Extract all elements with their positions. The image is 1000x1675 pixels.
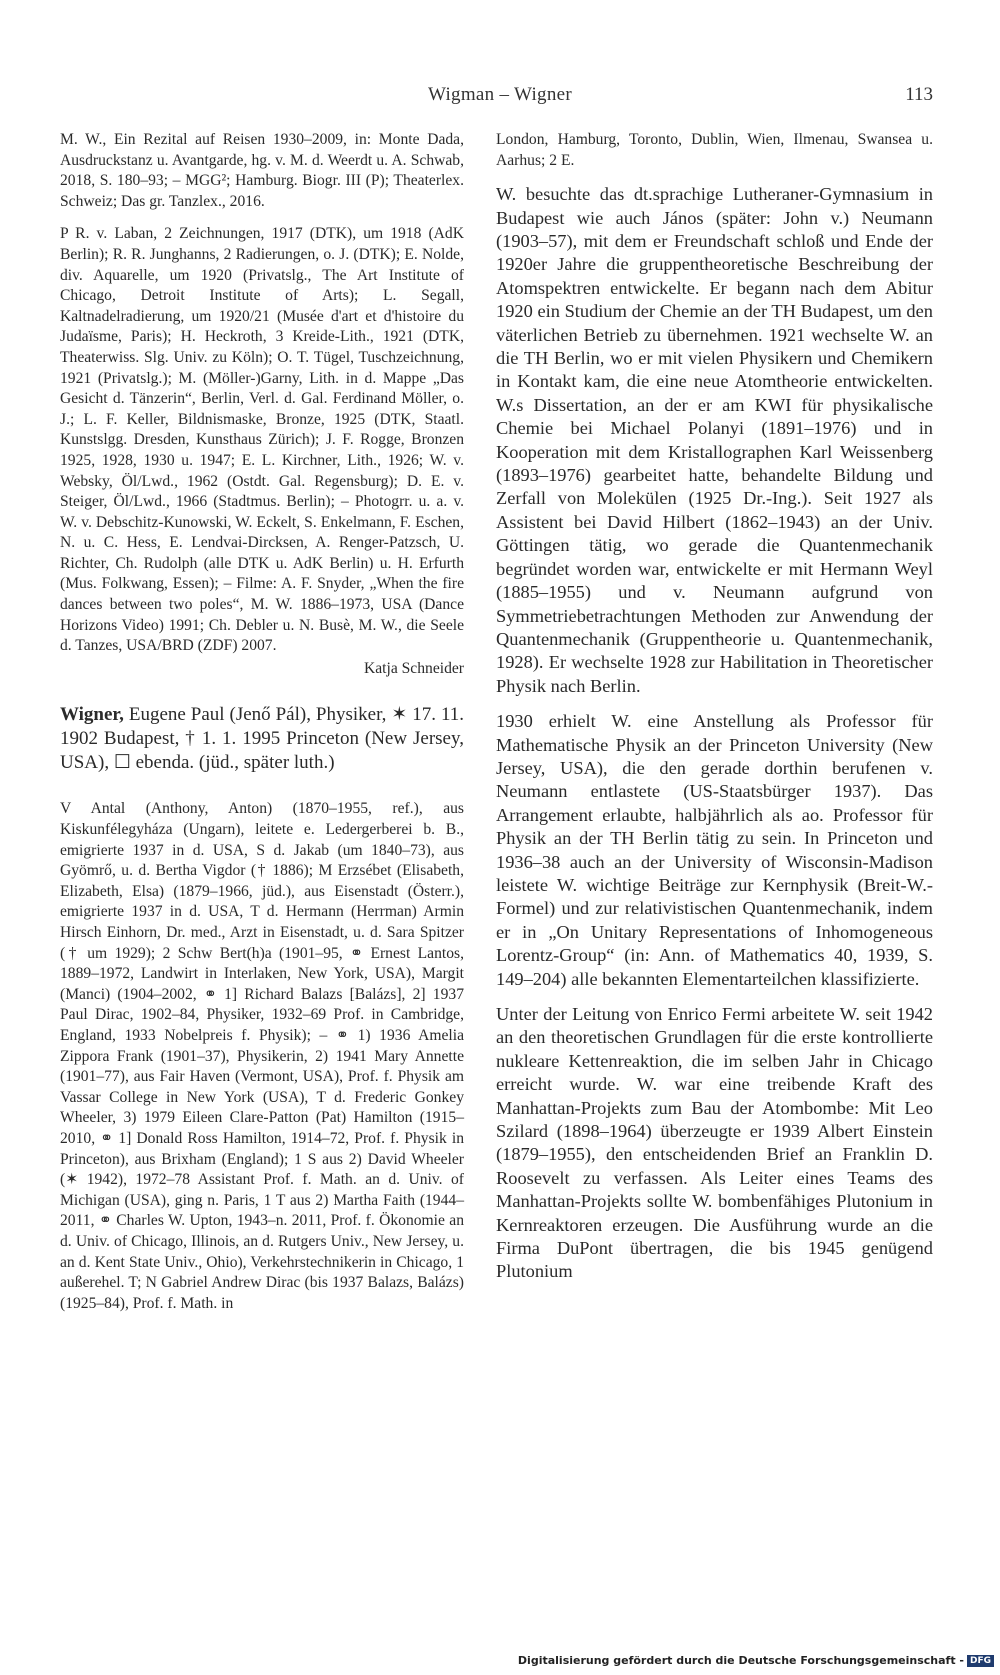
right-column xyxy=(496,130,933,1284)
entry-heading xyxy=(60,703,464,775)
portraits-paragraph: P R. v. Laban, 2 Zeichnungen, 1917 (DTK), um 1918 (AdK Berlin); R. R. Junghanns, 2 Radierungen, o. J. (DTK); E. Nolde, div. Aquarelle, um 1920 (Privatslg., The Art Institute of Chicago, Detroit Institute of Arts); L. Segall, Kaltnadelradierung, um 1920/21 (Musée d'art et d'histoire du Judaïsme, Paris); H. Heckroth, 3 Kreide-Lith., 1921 (DTK, Theaterwiss. Slg. Univ. zu Köln); O. T. Tügel, Tuschzeichnung, 1921 (Privatslg.); M. (Möller-)Garny, Lith. in d. Mappe „Das Gesicht d. Tänzerin“, Berlin, Verl. d. Gal. Ferdinand Möller, o. J.; L. F. Keller, Bildnismaske, Bronze, 1925 (DTK, Staatl. Kunstslgg. Dresden, Kunsthaus Zürich); J. F. Rogge, Bronzen 1925, 1928, 1930 u. 1947; E. L. Kirchner, Lith., 1926; W. v. Websky, Öl/Lwd., 1962 (Ostdt. Gal. Regensburg); D. E. v. Steiger, Öl/Lwd., 1966 (Stadtmus. Berlin); – Photogrr. u. a. v. W. v. Debschitz-Kunowski, W. Eckelt, S. Enkelmann, F. Eschen, N. u. C. Hess, E. Lendvai-Dircksen, A. Renger-Patzsch, U. Richter, Ch. Rudolph (alle DTK u. AdK Berlin) u. H. Erfurth (Mus. Folkwang, Essen); – Filme: A. F. Snyder, „When the fire dances between two poles“, M. W. 1886–1973, USA (Dance Horizons Video) 1991; Ch. Debler u. N. Busè, M. W., die Seele d. Tanzes, USA/BRD (ZDF) 2007. xyxy=(60,225,464,655)
genealogy-continuation: London, Hamburg, Toronto, Dublin, Wien, Ilmenau, Swansea u. Aarhus; 2 E. xyxy=(496,131,933,169)
biography-paragraph-3: Unter der Leitung von Enrico Fermi arbeitete W. seit 1942 an den theoretischen Grundlagen für die erste kontrollierte nukleare Kettenreaktion, die im selben Jahr in Chicago erreicht wurde. W. war eine treibende Kraft des Manhattan-Projekts zum Bau der Atombombe: Mit Leo Szilard (1898–1964) überzeugte er 1939 Albert Einstein (1879–1955), den entscheidenden Brief an Franklin D. Roosevelt zu verfassen. Als Leiter eines Teams des Manhattan-Projekts sollte W. bombenfähiges Plutonium in Kernreaktoren erzeugen. Die Ausführung wurde an die Firma DuPont übertragen, die bis 1945 genügend Plutonium xyxy=(496,1004,933,1282)
left-column xyxy=(60,130,464,1314)
footer xyxy=(518,1654,994,1667)
biography-paragraph-1: W. besuchte das dt.sprachige Lutheraner-Gymnasium in Budapest wie auch János (später: John v.) Neumann (1903–57), mit dem er Freundschaft schloß und Ende der 1920er Jahre die gruppentheoretische Beschreibung der Atomspektren entwickelte. Er begann nach dem Abitur 1920 ein Studium der Chemie an der TH Budapest, um den väterlichen Betrieb zu übernehmen. 1921 wechselte W. an die TH Berlin, wo er mit vielen Physikern und Chemikern in Kontakt kam, die eine neue Atomtheorie entwickelten. W.s Dissertation, an der er am KWI für physikalische Chemie bei Michael Polanyi (1891–1976) und in Kooperation mit dem Kristallographen Karl Weissenberg (1893–1976) gearbeitet hatte, behandelte Bildung und Zerfall von Molekülen (1925 Dr.-Ing.). Seit 1927 als Assistent bei David Hilbert (1862–1943) an der Univ. Göttingen tätig, wo gerade die Quantenmechanik begründet worden war, entwickelte er mit Hermann Weyl (1885–1955) und v. Neumann aufgrund von Symmetriebetrachtungen Methoden zur Anwendung der Quantenmechanik (Gruppentheorie u. Quantenmechanik, 1928). Er wechselte 1928 zur Habilitation in Theoretischer Physik nach Berlin. xyxy=(496,184,933,696)
entry-details: Eugene Paul (Jenő Pál), Physiker, ✶ 17. 11. 1902 Budapest, † 1. 1. 1995 Princeton (New Jersey, USA), ☐ ebenda. (jüd., später luth.) xyxy=(60,704,465,774)
author-signature: Katja Schneider xyxy=(363,659,464,677)
page-number: 113 xyxy=(905,84,933,105)
references-paragraph: M. W., Ein Rezital auf Reisen 1930–2009, in: Monte Dada, Ausdruckstanz u. Avantgarde, hg. v. M. d. Weerdt u. A. Schwab, 2018, S. 180–93; – MGG²; Hamburg. Biogr. III (P); Theaterlex. Schweiz; Das gr. Tanzlex., 2016. xyxy=(60,131,464,210)
footer-text: Digitalisierung gefördert durch die Deutsche Forschungsgemeinschaft - xyxy=(517,1654,964,1667)
entry-name: Wigner, xyxy=(60,704,124,726)
dfg-logo: DFG xyxy=(967,1655,994,1667)
running-title: Wigman – Wigner xyxy=(427,84,573,105)
genealogy-paragraph: V Antal (Anthony, Anton) (1870–1955, ref.), aus Kiskunfélegyháza (Ungarn), leitete e. Ledergerberei b. B., emigrierte 1937 in d. USA, S d. Jakab (um 1840–73), aus Gyömrő, u. d. Bertha Vigdor († 1886); M Erzsébet (Elisabeth, Elizabeth, Elsa) (1879–1966, jüd.), aus Eisenstadt (Österr.), emigrierte 1937 in d. USA, T d. Hermann (Herrman) Armin Hirsch Einhorn, Dr. med., Arzt in Eisenstadt, u. d. Sara Spitzer († um 1929); 2 Schw Bert(h)a (1901–95, ⚭ Ernest Lantos, 1889–1972, Landwirt in Interlaken, New York, USA), Margit (Manci) (1904–2002, ⚭ 1] Richard Balazs [Balázs], 2] 1937 Paul Dirac, 1902–84, Physiker, 1932–69 Prof. in Cambridge, England, 1933 Nobelpreis f. Physik); – ⚭ 1) 1936 Amelia Zippora Frank (1901–37), Physikerin, 2) 1941 Mary Annette (1901–77), aus Fair Haven (Vermont, USA), Prof. f. Physik am Vassar College in New York (USA), T d. Frederic Gonkey Wheeler, 3) 1979 Eileen Clare-Patton (Pat) Hamilton (1915–2010, ⚭ 1] Donald Ross Hamilton, 1914–72, Prof. f. Physik in Princeton), aus Brixham (England); 1 S aus 2) David Wheeler (✶ 1942), 1972–78 Assistant Prof. f. Math. an d. Univ. of Michigan (USA), ging n. Paris, 1 T aus 2) Martha Faith (1944–2011, ⚭ Charles W. Upton, 1943–n. 2011, Prof. f. Ökonomie an d. Univ. of Chicago, Illinois, an d. Rutgers Univ., New Jersey, u. an d. Kent State Univ., Ohio), Verkehrstechnikerin in Chicago, 1 außerehel. T; N Gabriel Andrew Dirac (bis 1937 Balazs, Balázs) (1925–84), Prof. f. Math. in xyxy=(60,800,464,1312)
biography-paragraph-2: 1930 erhielt W. eine Anstellung als Professor für Mathematische Physik an der Princeton University (New Jersey, USA), die den gerade dorthin berufenen v. Neumann entlastete (US-Staatsbürger 1937). Das Arrangement erlaubte, halbjährlich als ao. Professor für Physik an der TH Berlin tätig zu sein. In Princeton und 1936–38 auch an der University of Wisconsin-Madison leistete W. wichtige Beiträge zur Kernphysik (Breit-W.-Formel) und zur relativistischen Quantenmechanik, indem er in „On Unitary Representations of Inhomogeneous Lorentz-Group“ (in: Ann. of Mathematics 40, 1939, S. 149–204) alle bekannten Elementarteilchen klassifizierte. xyxy=(496,711,933,989)
page-header xyxy=(0,84,1000,114)
